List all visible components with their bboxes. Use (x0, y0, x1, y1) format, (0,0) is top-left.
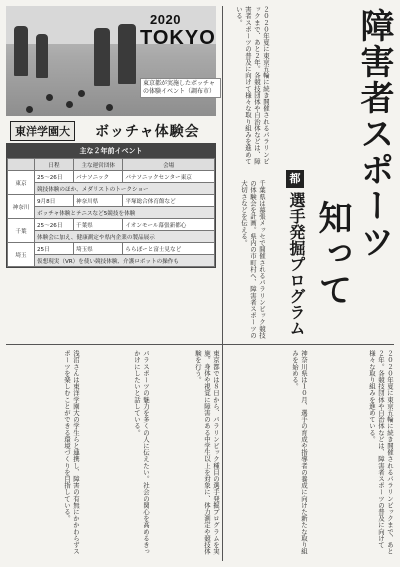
article-body-bottom-3: 東京都では８日から、パラリンピック種目の選手発掘プログラムを実施。身体や視覚に障害のある中学生以上を対象に、体力測定や競技体験を行う。 (194, 350, 220, 555)
schedule-note: 体験会に加え、健康測定や県内企業の製品展示 (35, 231, 215, 243)
schedule-title: 主な２年前イベント (7, 144, 215, 158)
article-body-bottom-2: パラスポーツの魅力を多くの人に伝えたい。社会の関心を高めるきっかけにしたいと話している。 (133, 350, 150, 555)
article-body-bottom-1: 浅沼さんは東洋学園大の学生らと連携し、障害の有無にかかわらずスポーツを楽しむことができる環境づくりを目指している。 (63, 350, 80, 555)
photo-person (94, 28, 110, 86)
boccia-ball (66, 101, 73, 108)
schedule-date: 9月8日 (35, 195, 74, 207)
schedule-venue: イオンモール幕張新都心 (123, 219, 215, 231)
schedule-venue: パナソニックセンター東京 (123, 171, 215, 183)
subhead-program: 選手発掘プログラム (287, 192, 306, 336)
event-schedule-table (6, 143, 216, 268)
schedule-region: 神奈川 (8, 195, 35, 219)
photo-person (14, 26, 28, 76)
section-rule (6, 344, 394, 345)
schedule-grid (7, 158, 215, 267)
schedule-venue: 平塚総合体育館など (123, 195, 215, 207)
university-label: 東洋学園大 (10, 121, 75, 141)
photo-caption: 東京都が実施したボッチャの体験イベント（調布市） (140, 78, 221, 98)
schedule-header-org: 主な運営団体 (73, 159, 122, 171)
schedule-org: 神奈川県 (73, 195, 122, 207)
tokyo-badge: 都 (286, 170, 304, 188)
schedule-note: 仮想現実（VR）を使い競技体験、介護ロボットの操作も (35, 255, 215, 267)
column-rule (222, 6, 223, 561)
schedule-region: 埼玉 (8, 243, 35, 267)
event-title: ボッチャ体験会 (95, 124, 200, 140)
boccia-ball (26, 106, 33, 113)
schedule-header-region (8, 159, 35, 171)
photo-city-label: TOKYO (140, 27, 216, 49)
schedule-date: 25日 (35, 243, 74, 255)
schedule-org: パナソニック (73, 171, 122, 183)
article-body-bottom-4: 神奈川県は１０月、選手の育成や指導者の養成に向けた新たな取り組みを始める。 (291, 350, 308, 555)
boccia-ball (78, 90, 85, 97)
schedule-date: 25～26日 (35, 171, 74, 183)
photo-person (118, 24, 136, 84)
schedule-date: 25～26日 (35, 219, 74, 231)
schedule-header-date: 日程 (35, 159, 74, 171)
photo-year-label: 2020 (150, 12, 181, 27)
article-body-bottom-5: ２０２０年夏に東京五輪に続き開催されるパラリンピックまで、あと２年。各競技団体や自治体などは、障害者スポーツの普及に向けて様々な取り組みを進めている。 (368, 350, 394, 555)
headline-secondary: 知って (312, 200, 352, 308)
schedule-note: 競技体験のほか、メダリストのトークショー (35, 183, 215, 195)
schedule-venue: ららぽーと富士見など (123, 243, 215, 255)
schedule-org: 千葉県 (73, 219, 122, 231)
schedule-region: 東京 (8, 171, 35, 195)
schedule-note: ボッチャ体験とテニスなど5競技を体験 (35, 207, 215, 219)
schedule-region: 千葉 (8, 219, 35, 243)
boccia-ball (46, 94, 53, 101)
article-body-top-1: ２０２０年夏に東京五輪に続き開催されるパラリンピックまで、あと２年。各競技団体や自治体などは、障害者スポーツの普及に向けて様々な取り組みを進めている。 (235, 6, 270, 165)
schedule-header-venue: 会場 (123, 159, 215, 171)
headline-main: 障害者スポーツ (354, 8, 394, 260)
event-photo (6, 6, 216, 116)
article-body-mid-1: 千葉県は幕張メッセで開催されるパラリンピック競技の体験会を計画。県内の市町村へ、障害者スポーツの大切さなどを伝える。 (240, 180, 266, 339)
schedule-org: 埼玉県 (73, 243, 122, 255)
boccia-ball (106, 104, 113, 111)
photo-person (36, 34, 48, 78)
